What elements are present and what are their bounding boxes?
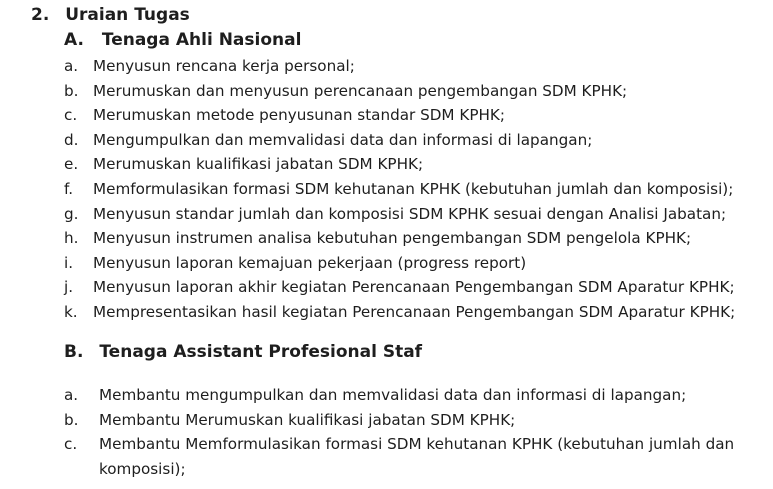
section-number: 2. <box>31 5 50 25</box>
list-item-label: c. <box>64 435 78 453</box>
list-item-text: Merumuskan metode penyusunan standar SDM KPHK; <box>93 106 505 125</box>
list-item <box>64 177 735 202</box>
subsection-b-title: Tenaga Assistant Profesional Staf <box>99 342 423 362</box>
list-item-text: Mempresentasikan hasil kegiatan Perencanaan Pengembangan SDM Aparatur KPHK; <box>93 302 736 321</box>
list-item-label: a. <box>64 386 79 404</box>
list-item <box>64 251 735 276</box>
list-item <box>64 383 739 408</box>
list-item-label: i. <box>64 253 74 272</box>
subsection-a-list <box>64 54 735 325</box>
list-item-text: Menyusun instrumen analisa kebutuhan pengembangan SDM pengelola KPHK; <box>93 229 692 248</box>
subsection-b-heading <box>64 342 422 362</box>
list-item-label: d. <box>64 130 79 149</box>
subsection-a-title: Tenaga Ahli Nasional <box>101 30 302 50</box>
list-item-text: Menyusun laporan akhir kegiatan Perencanaan Pengembangan SDM Aparatur KPHK; <box>93 278 735 297</box>
list-item <box>64 54 735 79</box>
list-item <box>64 79 735 104</box>
list-item-text: Menyusun standar jumlah dan komposisi SDM KPHK sesuai dengan Analisi Jabatan; <box>93 204 727 223</box>
subsection-a-heading <box>64 30 301 50</box>
list-item-text: Menyusun rencana kerja personal; <box>93 57 355 75</box>
list-item <box>64 202 735 227</box>
list-item-label: a. <box>64 57 79 75</box>
list-item-text: Merumuskan kualifikasi jabatan SDM KPHK; <box>93 155 424 174</box>
section-title: Uraian Tugas <box>65 5 190 25</box>
list-item-label: j. <box>64 278 74 297</box>
list-item-text: Merumuskan dan menyusun perencanaan pengembangan SDM KPHK; <box>93 81 628 100</box>
list-item-text: Memformulasikan formasi SDM kehutanan KPHK (kebutuhan jumlah dan komposisi); <box>93 179 734 198</box>
list-item <box>64 103 735 128</box>
list-item-label: c. <box>64 106 78 125</box>
list-item-label: b. <box>64 410 79 429</box>
list-item-text: Membantu Merumuskan kualifikasi jabatan SDM KPHK; <box>99 410 516 429</box>
list-item-label: e. <box>64 155 79 174</box>
subsection-b-label: B. <box>64 342 84 362</box>
section-heading <box>31 5 190 25</box>
list-item <box>64 275 735 300</box>
list-item-label: h. <box>64 229 79 248</box>
subsection-b-list <box>64 383 739 481</box>
subsection-a-label: A. <box>64 30 84 50</box>
list-item-label: k. <box>64 302 78 321</box>
list-item-label: f. <box>64 179 74 198</box>
list-item <box>64 128 735 153</box>
list-item-label: g. <box>64 204 79 223</box>
list-item <box>64 300 735 325</box>
list-item-text: Mengumpulkan dan memvalidasi data dan informasi di lapangan; <box>93 130 593 149</box>
list-item <box>64 226 735 251</box>
list-item <box>64 152 735 177</box>
list-item <box>64 432 739 481</box>
list-item <box>64 408 739 433</box>
list-item-text: Membantu Memformulasikan formasi SDM kehutanan KPHK (kebutuhan jumlah dan komposisi); <box>99 435 735 478</box>
list-item-text: Membantu mengumpulkan dan memvalidasi data dan informasi di lapangan; <box>99 386 687 404</box>
list-item-text: Menyusun laporan kemajuan pekerjaan (progress report) <box>93 253 527 272</box>
list-item-label: b. <box>64 81 79 100</box>
